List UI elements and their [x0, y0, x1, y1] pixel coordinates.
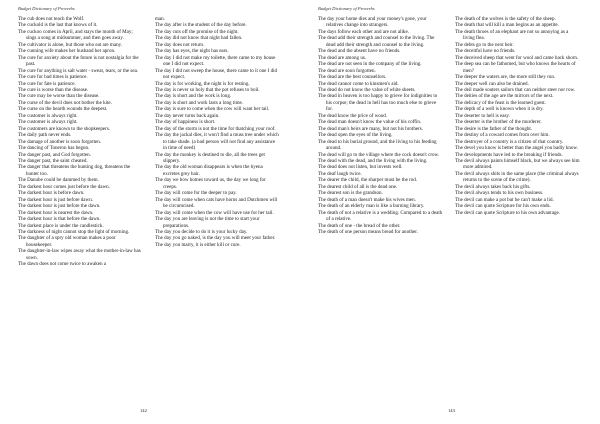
proverb-entry: The Danube could be dammed by them.	[18, 177, 99, 184]
proverb-entry: The day you go naked, is the day you will meet your father.	[155, 235, 276, 242]
proverb-entry: The customers are known to the shopkeepers.	[18, 125, 111, 132]
proverb-entry: The devel you know is better than the angel you badly know.	[455, 145, 579, 152]
proverb-entry: The deserter is the brother of the murderer.	[455, 119, 542, 126]
proverb-entry: The devil always paints himself black, but we always see him more admired.	[455, 157, 580, 171]
proverb-entry: The cultivator is alone, but those who eat are many.	[18, 41, 123, 48]
proverb-entry: The dead add their strength and counsel to the living. The dead add their strength and counsel to the living.	[318, 35, 435, 48]
proverb-entry: The death of one - the bread of the other.	[318, 222, 401, 229]
proverb-entry: The dearer the child, the sharper must be the rod.	[318, 177, 418, 184]
proverb-entry: The darkness of night cannot stop the light of morning.	[18, 228, 130, 235]
proverb-entry: The cuckoo comes in April, and stays the month of May; sings a song at midsummer, and then goes away.	[18, 28, 133, 42]
proverb-entry: The deceived sheep that went for wool and came back shorn.	[455, 54, 579, 61]
running-head: Budget Dictionary of Proverbs	[318, 6, 375, 11]
proverb-entry: The dead man's heirs are many, but not his brothers.	[318, 125, 423, 132]
proverb-entry: The darkest hour is that before the dawn.	[18, 216, 101, 223]
proverb-entry: The day the monkey is destined to die, all the trees get slippery.	[155, 151, 265, 164]
page-number: 143	[448, 408, 455, 413]
proverb-entry: The dead open the eyes of the living.	[318, 132, 393, 139]
proverb-entry: The day I did not sweep the house, there came to it one I did not expect.	[155, 67, 278, 81]
proverb-entry: The day never turns back again.	[155, 112, 220, 119]
column-2	[455, 16, 580, 216]
proverb-entry: The devil always tends to his own business.	[455, 190, 544, 197]
proverb-entry: The dead to his burial ground, and the living to his feeding around.	[318, 138, 437, 152]
proverb-entry: The curse of the devil does not bother the kite.	[18, 99, 112, 106]
column-1	[18, 16, 143, 268]
proverb-entry: The day I did not make my toilette, there came to my house one I did not expect.	[155, 54, 276, 68]
proverb-entry: The day is never so holy that the pot refuses to boil.	[155, 86, 260, 93]
proverb-entry: The day of the storm is not the time for thatching your roof.	[155, 125, 276, 132]
proverb-entry: The cunning wife makes her husband her apron.	[18, 48, 116, 55]
proverb-entry: The dead know the price of wood.	[318, 112, 388, 119]
proverb-entry: The destroyer of a country is a citizen of that country.	[455, 138, 564, 145]
proverb-entry: The deaf laugh twice.	[318, 170, 362, 177]
proverb-entry: The cure for anxiety about the future is not nostalgia for the past.	[18, 54, 139, 68]
proverb-entry: The dead and the absent have no friends.	[318, 48, 401, 55]
proverb-entry: The cuckold is the last that knows of it.	[18, 22, 98, 29]
proverb-entry: The dead are soon forgotten.	[318, 67, 376, 74]
proverb-entry: The day is short and the work is long.	[155, 93, 232, 100]
proverb-entry: The day the jackal dies, it won't find a muss tree under which to take shade. (a bad person will not find any assistance in time of need)	[155, 132, 279, 152]
proverb-entry: The dead in heaven is too happy to grieve for indignities to his corpse; the dead in hell has too much else to grieve for.	[318, 93, 438, 113]
proverb-entry: The darkest hour is before dawn.	[18, 190, 85, 197]
proverb-entry: The death of an elderly man is like a burning library.	[318, 203, 425, 210]
proverb-entry: The death of a man doesn't make his wives men.	[318, 196, 416, 203]
proverb-entry: The cure for bad times is patience.	[18, 74, 88, 81]
proverb-entry: The devil can quote Scripture to his own advantage.	[455, 209, 560, 216]
proverb-entry: The deep sea can be fathomed, but who knows the hearts of men?	[455, 61, 576, 74]
proverb-entry: The daily path never ends.	[18, 132, 72, 139]
proverb-entry: The curse on the hearth wounds the deepest.	[18, 106, 108, 113]
proverb-entry: The cure for fate is patience.	[18, 80, 76, 87]
proverb-entry: The dawn does not come twice to awaken a	[18, 261, 107, 268]
proverb-entry: The dead with the dead, and the living with the living.	[318, 157, 428, 164]
running-head: Budget Dictionary of Proverbs	[18, 6, 75, 11]
proverb-entry: The dead are not seen in the company of the living.	[318, 61, 422, 68]
proverb-entry: The day cuts off the promise of the night.	[155, 28, 239, 35]
column-1	[318, 16, 443, 235]
proverb-entry: The deeper well can also be drained.	[455, 80, 529, 87]
proverb-entry: The death of one person means bread for another.	[318, 228, 418, 235]
proverb-entry: The dead do not know the value of white sheets.	[318, 86, 416, 93]
proverb-entry: The darkest hour comes just before the dawn.	[18, 183, 110, 190]
proverb-entry: man.	[155, 16, 165, 22]
proverb-entry: The customer is always right.	[18, 112, 78, 119]
proverb-entry: The day of happiness is short.	[155, 119, 216, 126]
proverb-entry: The dancing of Toneron has begun.	[18, 145, 90, 152]
proverb-entry: The days follow each other and are not alike.	[318, 28, 409, 35]
proverb-entry: The day is short and work lasts a long time.	[155, 99, 244, 106]
proverb-entry: The day will come for the deeper to pay.	[155, 190, 237, 197]
proverb-entry: The cure for anything is salt water - sweat, tears, or the sea.	[18, 67, 139, 74]
proverb-entry: The devil always takes back his gifts.	[455, 183, 531, 190]
proverb-entry: The deities of the age are the mirrors of the next.	[455, 93, 554, 100]
proverb-entry: The developments have led to the breaking if friends.	[455, 151, 563, 158]
proverb-entry: The death of the wolves is the safety of the sheep.	[455, 16, 556, 22]
proverb-entry: The cure is worse than the disease.	[18, 86, 89, 93]
proverb-entry: The darkest hour is just before the dawn.	[18, 203, 101, 210]
proverb-entry: The death throes of an elephant are not so annoying as a living flea.	[455, 28, 569, 42]
proverb-entry: The deceitful have no friends.	[455, 48, 516, 55]
proverb-entry: The dead will go to the village where the cock doesn't crow.	[318, 151, 440, 158]
proverb-entry: The day your home dies and your money's gone, your relatives change into strangers.	[318, 16, 427, 29]
proverb-entry: The danger that threatens the hunting dog, threatens the hunter too.	[18, 164, 131, 177]
proverb-entry: The darkest hour is just before dawn.	[18, 196, 93, 203]
proverb-entry: The deeper the waters are, the more still they run.	[455, 74, 556, 81]
proverb-entry: The damage of another is soon forgotten.	[18, 138, 102, 145]
proverb-entry: The day you marry, it is either kill or cure.	[155, 241, 241, 248]
proverb-entry: The darkest hour is nearest the dawn.	[18, 209, 94, 216]
right-page	[300, 0, 600, 424]
proverb-entry: The dead man doesn't know the value of his coffin.	[318, 119, 422, 126]
proverb-entry: The devil can quote Scripture for his own ends.	[455, 203, 551, 210]
proverb-entry: The cure may be worse than the disease.	[18, 93, 100, 100]
proverb-entry: The daughter of a spry old woman makes a poor housekeeper.	[18, 235, 116, 248]
proverb-entry: The day is for working, the night is for resting.	[155, 80, 250, 87]
proverb-entry: The dearest son is the grandson.	[318, 190, 383, 197]
proverb-entry: The cub does not teach the Wolf.	[18, 16, 85, 22]
proverb-entry: The day is sure to come when the cow will want her tail.	[155, 106, 270, 113]
proverb-entry: The day has eyes, the night has ears.	[155, 48, 229, 55]
proverb-entry: The daughter-in-law wipes away what the mother-in-law has sown.	[18, 248, 141, 261]
proverb-entry: The danger past, the saint cheated.	[18, 157, 88, 164]
proverb-entry: The desire is the father of the thought.	[455, 125, 533, 132]
proverb-entry: The day the old woman disappears is when the hyena excretes grey hair.	[155, 164, 263, 177]
proverb-entry: The customer is always right.	[18, 119, 78, 126]
proverb-entry: The dead cannot come to kinsmen's aid.	[318, 80, 399, 87]
proverb-entry: The day you decide to do it is your lucky day.	[155, 228, 248, 235]
proverb-entry: The debts go to the next heir.	[455, 41, 514, 48]
proverb-entry: The dearest child of all is the dead one.	[318, 183, 398, 190]
proverb-entry: The day will come when the cow will have use for her tail.	[155, 209, 274, 216]
proverb-entry: The death that will kill a man begins as an appetite.	[455, 22, 559, 29]
proverb-entry: The danger past, and God forgotten.	[18, 151, 91, 158]
proverb-entry: The delicacy of the feast is the learned guest.	[455, 99, 546, 106]
proverb-entry: The deserter to hell is easy.	[455, 112, 510, 119]
proverb-entry: The deil made souters sailors that can neither steer nor row.	[455, 86, 576, 93]
proverb-entry: The day you are leaving is not the time to start your preparations.	[155, 216, 260, 229]
column-2	[155, 16, 280, 248]
proverb-entry: The darkest place is under the candlestick.	[18, 222, 104, 229]
proverb-entry: The dead are the best counsellors.	[318, 74, 387, 81]
proverb-entry: The dead does not listen, but invests well.	[318, 164, 403, 171]
proverb-entry: The death of not a relative is a wedding. Compared to a death of a relative.	[318, 209, 443, 223]
proverb-entry: The day we bow homes toward us, the day we long for creeps.	[155, 177, 266, 190]
proverb-entry: The day did not know that night had fallen.	[155, 35, 243, 42]
proverb-entry: The depth of a well is known when it is dry.	[455, 106, 544, 113]
proverb-entry: The devil can make a pot but he can't make a lid.	[455, 196, 554, 203]
proverb-entry: The day will come when cats have horns and Dutchmen will be circumcised.	[155, 196, 278, 210]
proverb-entry: The destiny of a coward comes from over him.	[455, 132, 550, 139]
proverb-entry: The day does not return.	[155, 41, 205, 48]
proverb-entry: The dead are among us.	[318, 54, 367, 61]
proverb-entry: The day after is the student of the day before.	[155, 22, 247, 29]
proverb-entry: The devil always shits in the same place (the criminal always returns to the scene of the crime).	[455, 170, 579, 184]
page-number: 142	[140, 408, 147, 413]
